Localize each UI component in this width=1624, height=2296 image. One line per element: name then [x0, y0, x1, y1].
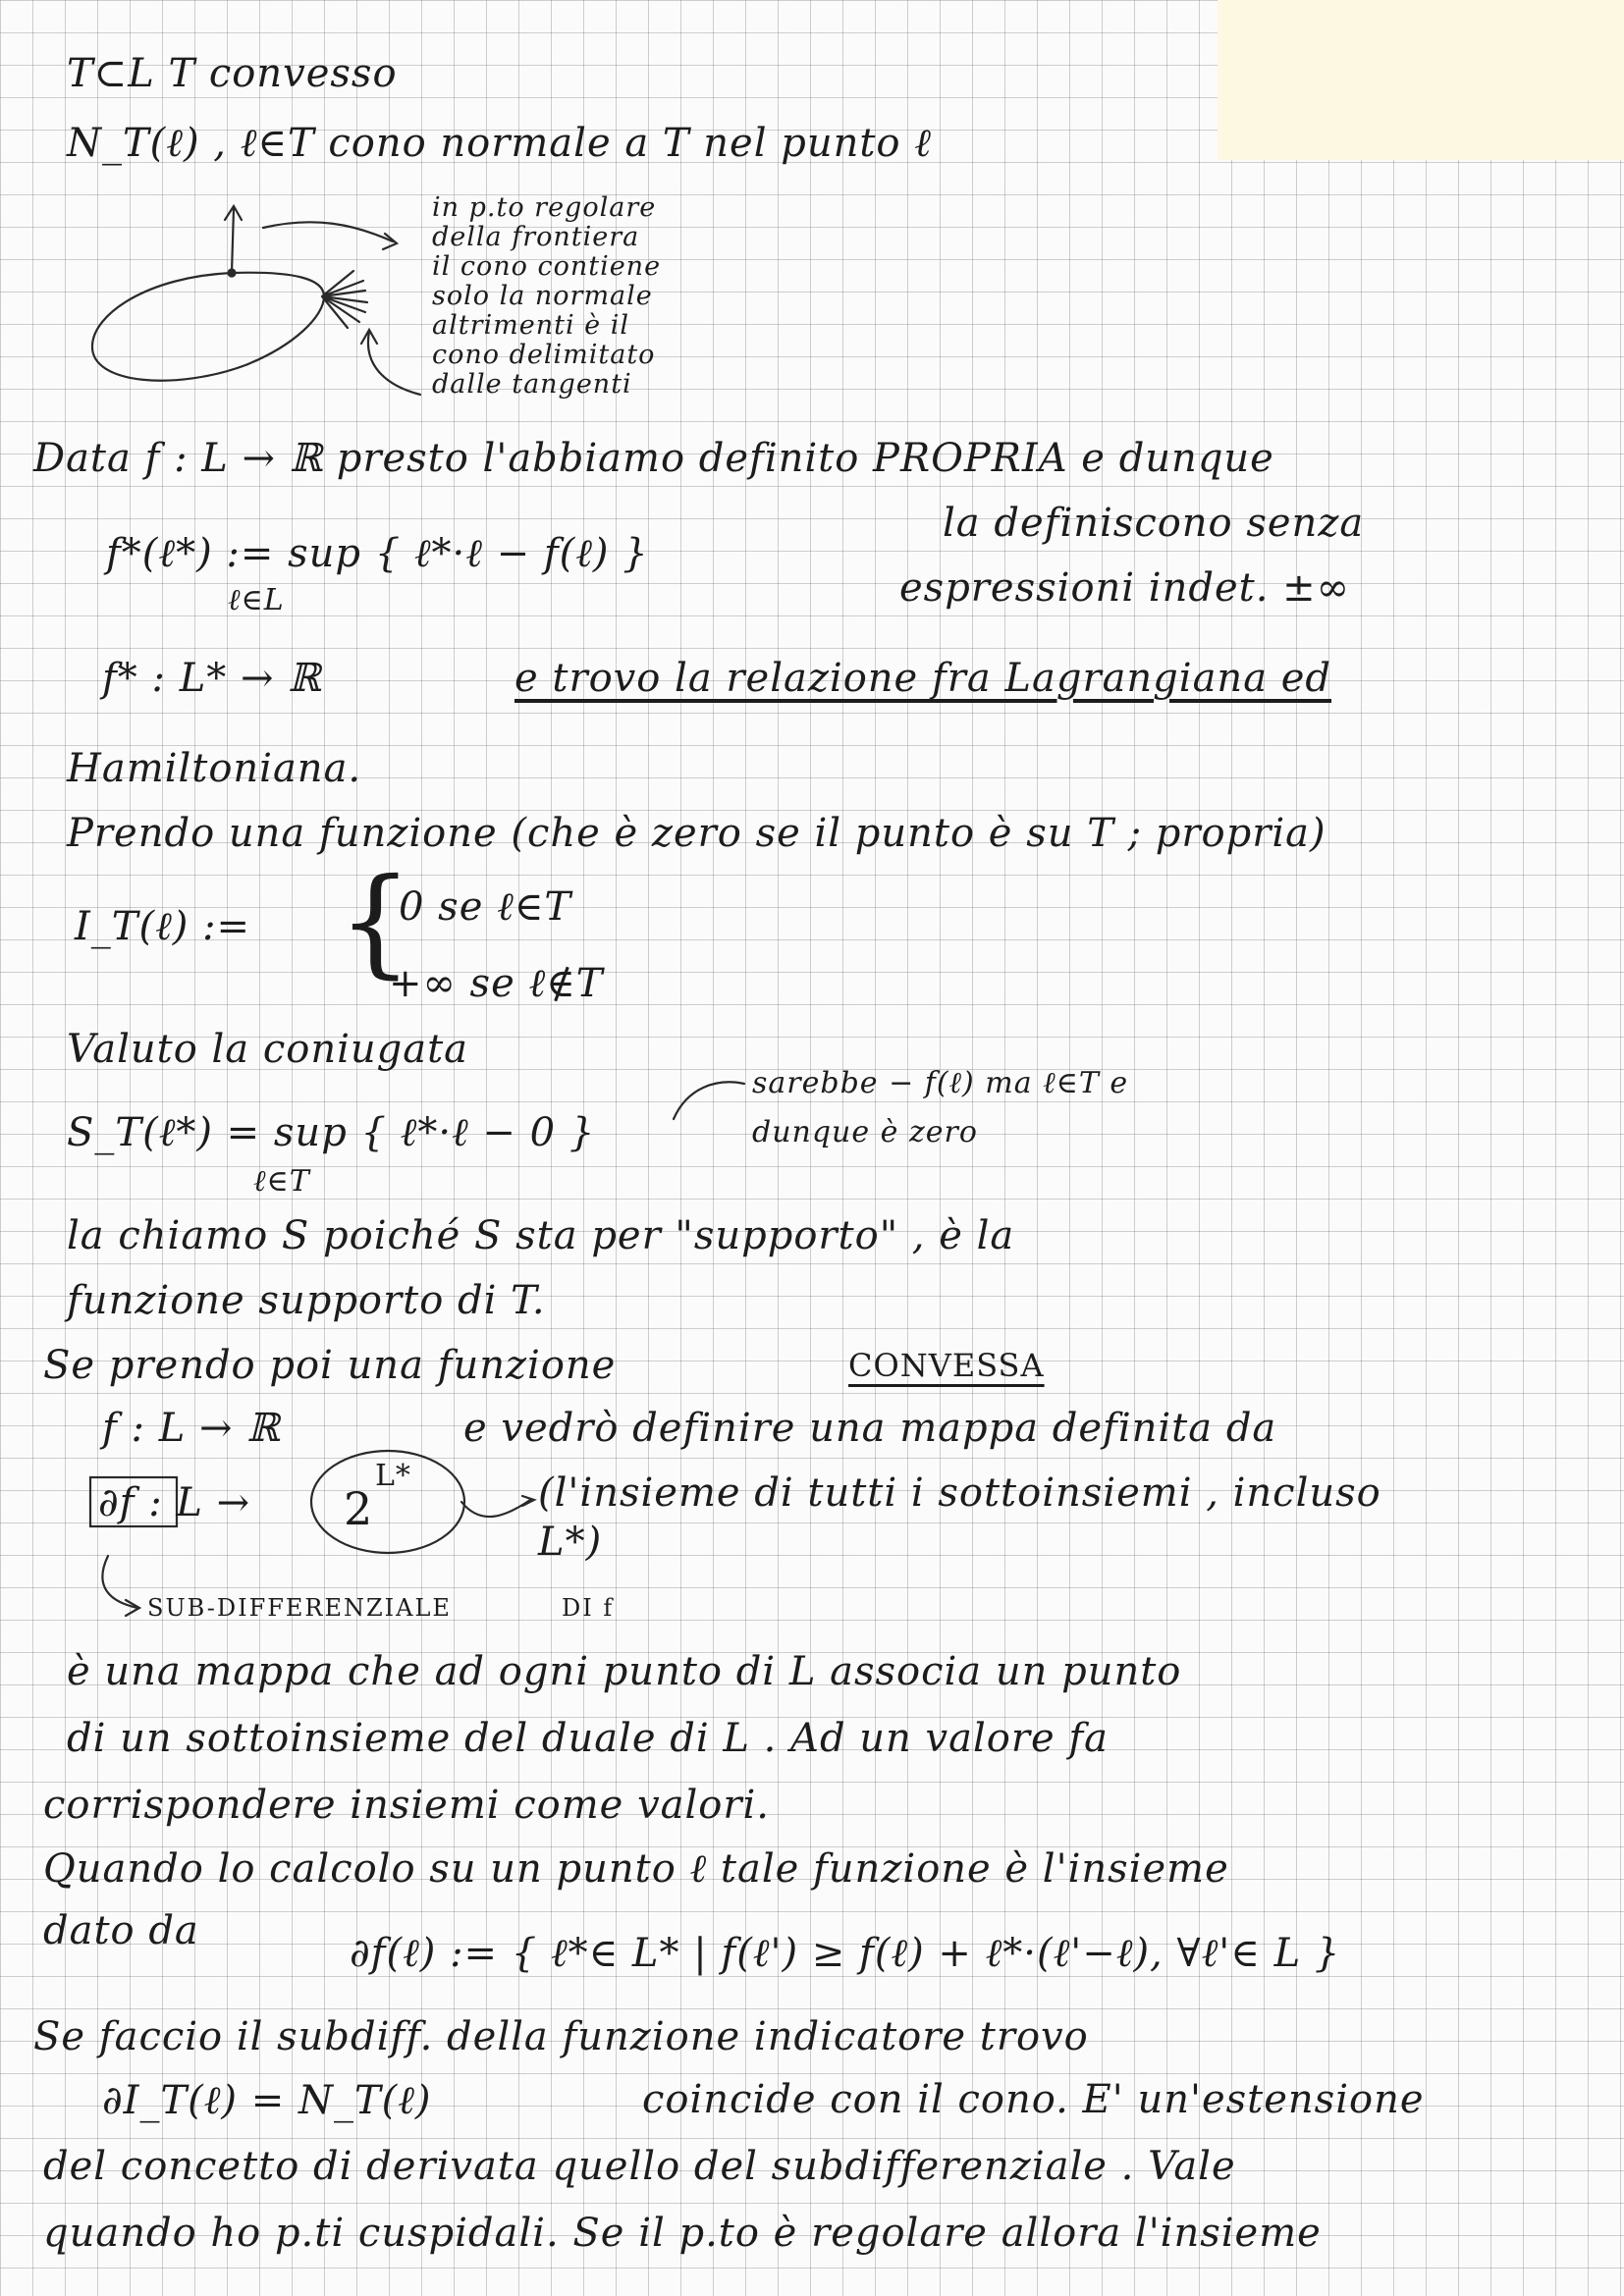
conjugate-map: f* : L* → ℝ [102, 656, 322, 701]
text-line-23: coincide con il cono. E' un'estensione [642, 2077, 1425, 2122]
annotation-line: cono delimitato [432, 340, 656, 370]
note-connector-curve [674, 1082, 744, 1119]
subdifferential-label: SUB-DIFFERENZIALE [147, 1594, 452, 1622]
text-line-12: funzione supporto di T. [67, 1278, 546, 1323]
annotation-line: dalle tangenti [432, 369, 632, 400]
annotation-line: altrimenti è il [432, 310, 629, 341]
subdiff-hook-head [126, 1600, 139, 1616]
powerset-exponent: L* [375, 1459, 411, 1493]
text-line-9: Valuto la coniugata [67, 1027, 469, 1072]
text-line-1: T⊂L T convesso [67, 51, 398, 96]
text-line-22: Se faccio il subdiff. della funzione indicatore trovo [33, 2014, 1089, 2059]
indicator-function-label: I_T(ℓ) := [75, 904, 251, 949]
text-line-18: di un sottoinsieme del duale di L . Ad un valore fa [67, 1716, 1109, 1761]
powerset-base: 2 [344, 1482, 374, 1535]
text-note-undef-b: espressioni indet. ±∞ [899, 565, 1350, 611]
text-line-24: del concetto di derivata quello del subdifferenziale . Vale [43, 2144, 1236, 2189]
text-line-25: quando ho p.ti cuspidali. Se il p.to è regolare allora l'insieme [43, 2211, 1322, 2256]
text-line-6: Hamiltoniana. [67, 746, 362, 791]
regular-point-dot [229, 270, 236, 277]
indicator-case-2: +∞ se ℓ∉T [389, 961, 604, 1006]
indicator-case-1: 0 se ℓ∈T [399, 884, 572, 930]
text-line-17: è una mappa che ad ogni punto di L associa un punto [67, 1649, 1182, 1694]
text-line-20: Quando lo calcolo su un punto ℓ tale funzione è l'insieme [43, 1846, 1229, 1892]
function-map: f : L → ℝ [102, 1406, 281, 1451]
text-line-7: Prendo una funzione (che è zero se il punto è su T ; propria) [67, 811, 1326, 856]
normal-arrow [232, 208, 234, 273]
text-note-zero-a: sarebbe − f(ℓ) ma ℓ∈T e [752, 1066, 1129, 1100]
text-note-zero-b: dunque è zero [752, 1115, 978, 1149]
text-line-5: e trovo la relazione fra Lagrangiana ed [514, 656, 1332, 701]
subdifferential-map: ∂f : L → [98, 1480, 251, 1525]
subdiff-hook [102, 1556, 137, 1608]
powerset-connector [461, 1500, 530, 1517]
pointer-arrowhead-regular [383, 234, 397, 249]
subdifferential-definition: ∂f(ℓ) := { ℓ*∈ L* | f(ℓ') ≥ f(ℓ) + ℓ*·(ℓ'−ℓ), ∀ℓ'∈ L } [350, 1931, 1341, 1976]
cone-lines [322, 271, 367, 328]
sup-subscript: ℓ∈L [228, 583, 285, 617]
annotation-line: solo la normale [432, 281, 653, 311]
text-line-11: la chiamo S poiché S sta per "supporto" , è la [67, 1213, 1015, 1258]
text-line-3: Data f : L → ℝ presto l'abbiamo definito PROPRIA e dunque [33, 436, 1274, 481]
convex-keyword: CONVESSA [848, 1347, 1045, 1384]
sup-subscript-T: ℓ∈T [253, 1164, 310, 1199]
text-line-19: corrispondere insiemi come valori. [43, 1783, 771, 1828]
text-line-15b: L*) [538, 1520, 603, 1565]
text-line-13: Se prendo poi una funzione [43, 1343, 617, 1388]
text-line-2: N_T(ℓ) , ℓ∈T cono normale a T nel punto ℓ [67, 121, 932, 166]
text-line-15: (l'insieme di tutti i sottoinsiemi , incluso [538, 1470, 1381, 1516]
conjugate-definition: f*(ℓ*) := sup { ℓ*·ℓ − f(ℓ) } [106, 531, 649, 576]
text-line-14: e vedrò definire una mappa definita da [463, 1406, 1277, 1451]
annotation-line: in p.to regolare [432, 192, 657, 223]
subdiff-indicator-equation: ∂I_T(ℓ) = N_T(ℓ) [102, 2078, 432, 2123]
support-function-definition: S_T(ℓ*) = sup { ℓ*·ℓ − 0 } [67, 1110, 596, 1155]
text-line-21: dato da [43, 1908, 199, 1953]
pointer-arrow-regular [263, 222, 393, 241]
annotation-line: della frontiera [432, 222, 640, 252]
annotation-line: il cono contiene [432, 251, 662, 282]
text-note-undef-a: la definiscono senza [943, 501, 1365, 546]
left-brace: { [338, 854, 413, 990]
subdifferential-of-f: DI f [562, 1594, 615, 1622]
convex-set-outline [92, 273, 324, 381]
